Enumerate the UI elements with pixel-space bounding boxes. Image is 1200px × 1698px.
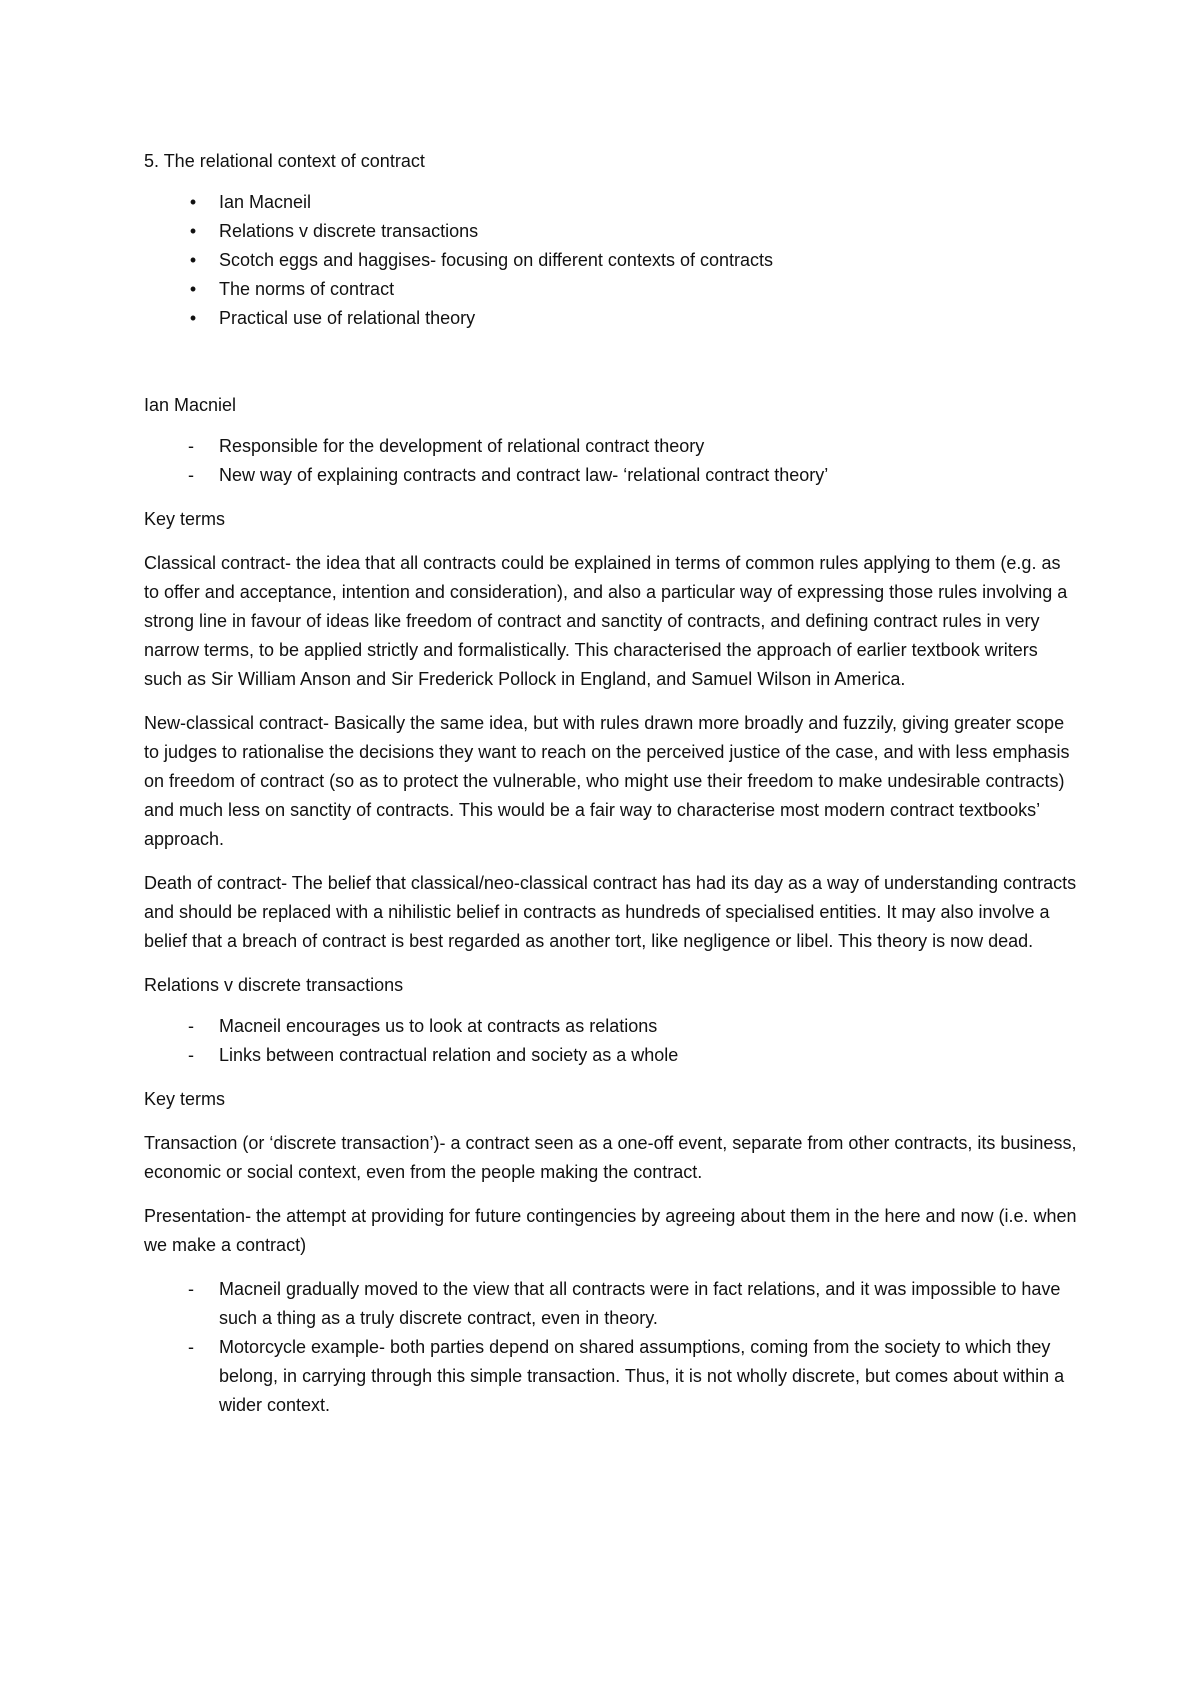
section-title: 5. The relational context of contract bbox=[144, 151, 425, 171]
key-terms-heading: Key terms bbox=[144, 1089, 226, 1109]
list-item: - New way of explaining contracts and contract law- ‘relational contract theory’ bbox=[144, 461, 1080, 490]
bullet-marker: • bbox=[189, 221, 197, 241]
relations-points bbox=[144, 1012, 1080, 1070]
macneil-points bbox=[144, 1275, 1080, 1420]
list-item: - Responsible for the development of relational contract theory bbox=[144, 432, 1080, 461]
list-item: • The norms of contract bbox=[144, 275, 1080, 304]
list-item: • Ian Macneil bbox=[144, 188, 1080, 217]
death-of-contract-paragraph: Death of contract- The belief that classical/neo-classical contract has had its day as a way of understanding contracts and should be replaced with a nihilistic belief in contracts as hundreds of specialised entities. It may also involve a belief that a breach of contract is best regarded as another tort, like negligence or libel. This theory is now dead. bbox=[144, 873, 1077, 951]
list-item: - Links between contractual relation and society as a whole bbox=[144, 1041, 1080, 1070]
bullet-marker: • bbox=[189, 279, 197, 299]
dash-marker: - bbox=[188, 465, 194, 485]
classical-contract-paragraph: Classical contract- the idea that all contracts could be explained in terms of common rules applying to them (e.g. as to offer and acceptance, intention and consideration), and also a particular way of expressing those rules involving a strong line in favour of ideas like freedom of contract and sanctity of contracts, and defining contract rules in very narrow terms, to be applied strictly and formalistically. This characterised the approach of earlier textbook writers such as Sir William Anson and Sir Frederick Pollock in England, and Samuel Wilson in America. bbox=[144, 553, 1068, 689]
outline-list bbox=[144, 188, 1080, 333]
list-item: - Macneil encourages us to look at contracts as relations bbox=[144, 1012, 1080, 1041]
dash-marker: - bbox=[188, 1279, 194, 1299]
bullet-marker: • bbox=[189, 192, 197, 212]
presentation-paragraph: Presentation- the attempt at providing for future contingencies by agreeing about them in the here and now (i.e. when we make a contract) bbox=[144, 1206, 1077, 1255]
dash-marker: - bbox=[188, 1337, 194, 1357]
neo-classical-contract-paragraph: New-classical contract- Basically the same idea, but with rules drawn more broadly and fuzzily, giving greater scope to judges to rationalise the decisions they want to reach on the perceived justice of the case, and with less emphasis on freedom of contract (so as to protect the vulnerable, who might use their freedom to make undesirable contracts) and much less on sanctity of contracts. This would be a fair way to characterise most modern contract textbooks’ approach. bbox=[144, 713, 1070, 849]
spacer bbox=[144, 333, 1080, 391]
list-item: - Motorcycle example- both parties depend on shared assumptions, coming from the society to which they belong, in carrying through this simple transaction. Thus, it is not wholly discrete, but comes about within a wider context. bbox=[144, 1333, 1080, 1420]
ian-points bbox=[144, 432, 1080, 490]
dash-marker: - bbox=[188, 1016, 194, 1036]
relations-heading: Relations v discrete transactions bbox=[144, 975, 404, 995]
key-terms-heading: Key terms bbox=[144, 509, 226, 529]
ian-heading: Ian Macniel bbox=[144, 395, 237, 415]
list-item: • Scotch eggs and haggises- focusing on different contexts of contracts bbox=[144, 246, 1080, 275]
list-item: • Relations v discrete transactions bbox=[144, 217, 1080, 246]
list-item: • Practical use of relational theory bbox=[144, 304, 1080, 333]
bullet-marker: • bbox=[189, 250, 197, 270]
bullet-marker: • bbox=[189, 308, 197, 328]
dash-marker: - bbox=[188, 1045, 194, 1065]
list-item: - Macneil gradually moved to the view that all contracts were in fact relations, and it was impossible to have such a thing as a truly discrete contract, even in theory. bbox=[144, 1275, 1080, 1333]
dash-marker: - bbox=[188, 436, 194, 456]
transaction-paragraph: Transaction (or ‘discrete transaction’)- a contract seen as a one-off event, separate from other contracts, its business, economic or social context, even from the people making the contract. bbox=[144, 1133, 1077, 1182]
